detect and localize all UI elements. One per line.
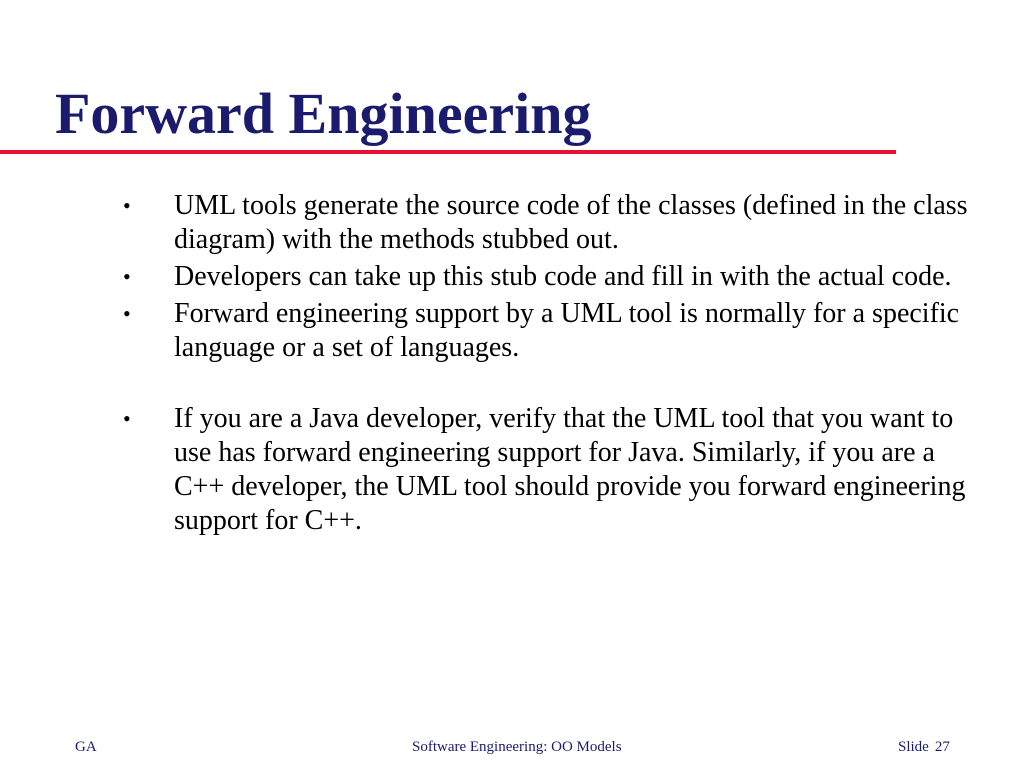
title-underline-rule xyxy=(0,150,896,154)
bullet-item xyxy=(118,189,988,257)
footer-author: GA xyxy=(75,739,97,755)
bullet-text: Forward engineering support by a UML tool is normally for a specific language or a set of languages. xyxy=(174,298,960,363)
bullet-text: If you are a Java developer, verify that the UML tool that you want to use has forward engineering support for Java. Similarly, if you are a C++ developer, the UML tool should provide you forward engineering support for C++. xyxy=(174,403,966,536)
bullet-list xyxy=(118,189,988,541)
bullet-item xyxy=(118,297,988,365)
bullet-text: Developers can take up this stub code and fill in with the actual code. xyxy=(174,261,952,292)
footer-slide-number xyxy=(898,738,950,756)
bullet-item xyxy=(118,402,988,538)
bullet-dot-icon: • xyxy=(123,193,131,218)
bullet-dot-icon: • xyxy=(123,301,131,326)
bullet-text: UML tools generate the source code of the classes (defined in the class diagram) with the methods stubbed out. xyxy=(174,190,968,255)
footer-course-title: Software Engineering: OO Models xyxy=(412,739,622,755)
bullet-item xyxy=(118,260,988,294)
bullet-dot-icon: • xyxy=(123,406,131,431)
slide-label: Slide xyxy=(898,739,929,755)
slide-title: Forward Engineering xyxy=(55,81,592,146)
slide-number: 27 xyxy=(934,739,950,755)
bullet-dot-icon: • xyxy=(123,264,131,289)
